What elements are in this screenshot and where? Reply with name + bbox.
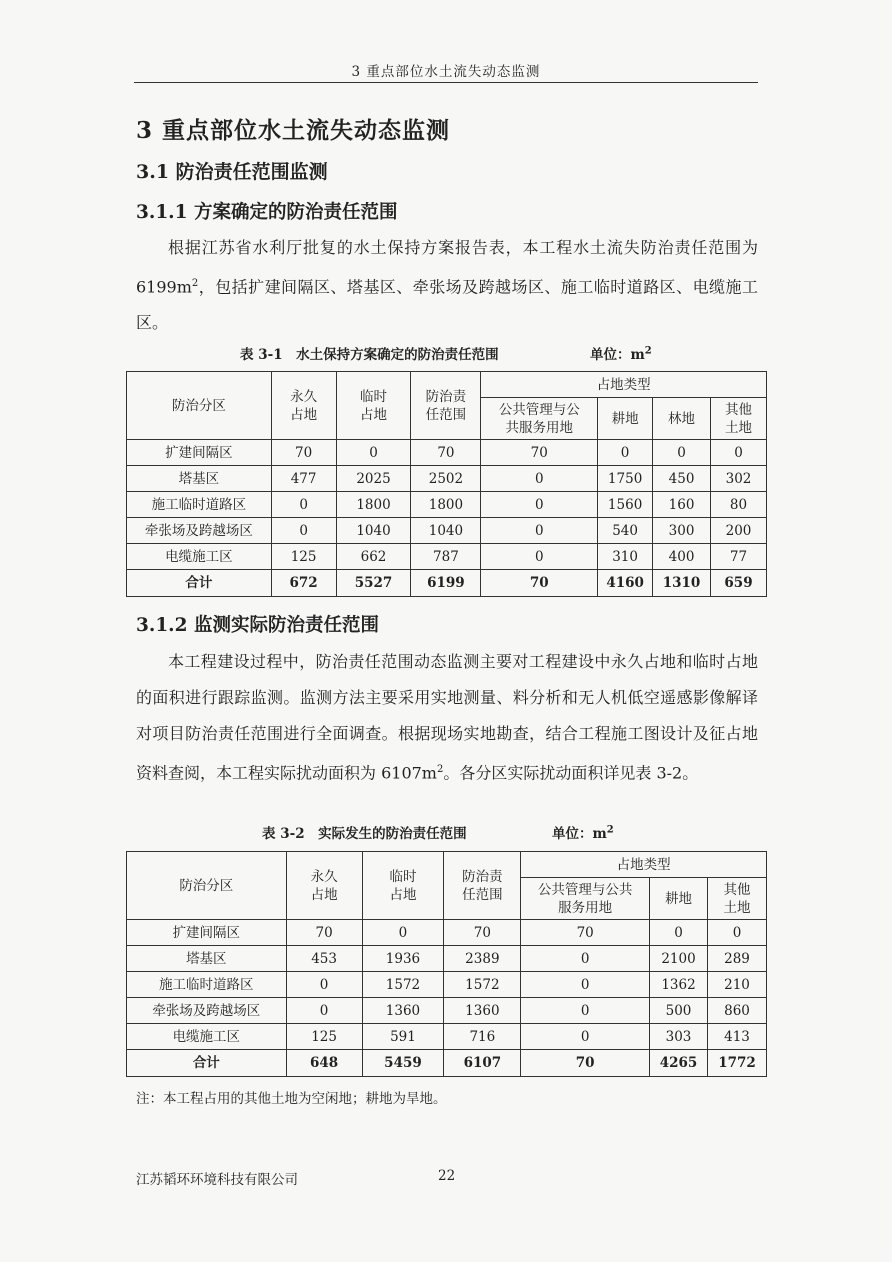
cell: 6107 <box>444 1050 521 1077</box>
cell: 1572 <box>444 972 521 998</box>
cell: 1936 <box>362 946 444 972</box>
cell: 1772 <box>708 1050 767 1077</box>
table-unit <box>552 822 614 842</box>
cell: 302 <box>711 466 767 492</box>
header-land-type: 占地类型 <box>521 852 767 878</box>
cell: 160 <box>653 492 711 518</box>
cell: 0 <box>521 1024 650 1050</box>
cell: 1362 <box>650 972 708 998</box>
cell: 70 <box>444 920 521 946</box>
cell: 540 <box>598 518 653 544</box>
cell: 5459 <box>362 1050 444 1077</box>
header-rule <box>134 82 758 83</box>
cell: 1040 <box>336 518 411 544</box>
table-3-1 <box>126 371 767 597</box>
header-other: 其他 土地 <box>711 398 767 440</box>
superscript: 2 <box>191 278 199 289</box>
cell: 716 <box>444 1024 521 1050</box>
table-row <box>127 492 767 518</box>
cell: 0 <box>598 440 653 466</box>
cell: 施工临时道路区 <box>127 492 272 518</box>
cell: 1572 <box>362 972 444 998</box>
table-total-row <box>127 1050 767 1077</box>
header-land-type: 占地类型 <box>481 372 767 398</box>
table-row <box>127 1024 767 1050</box>
header-permanent: 永久 占地 <box>271 372 336 440</box>
cell: 0 <box>481 466 598 492</box>
cell: 0 <box>271 492 336 518</box>
cell: 125 <box>286 1024 362 1050</box>
cell: 0 <box>650 920 708 946</box>
cell: 0 <box>521 998 650 1024</box>
header-scope: 防治责 任范围 <box>411 372 481 440</box>
header-zone: 防治分区 <box>127 852 287 920</box>
section-heading-3-1: 3.1 防治责任范围监测 <box>136 161 328 183</box>
cell: 0 <box>271 518 336 544</box>
cell: 5527 <box>336 570 411 597</box>
header-zone: 防治分区 <box>127 372 272 440</box>
cell: 289 <box>708 946 767 972</box>
cell: 1560 <box>598 492 653 518</box>
cell: 牵张场及跨越场区 <box>127 998 287 1024</box>
cell: 659 <box>711 570 767 597</box>
cell: 扩建间隔区 <box>127 440 272 466</box>
header-other: 其他 土地 <box>708 878 767 920</box>
cell: 2389 <box>444 946 521 972</box>
cell: 303 <box>650 1024 708 1050</box>
cell: 0 <box>481 518 598 544</box>
cell: 400 <box>653 544 711 570</box>
cell: 0 <box>481 492 598 518</box>
cell: 合计 <box>127 570 272 597</box>
table-row <box>127 998 767 1024</box>
header-forest: 林地 <box>653 398 711 440</box>
cell: 4160 <box>598 570 653 597</box>
cell: 0 <box>653 440 711 466</box>
cell: 1800 <box>336 492 411 518</box>
header-farmland: 耕地 <box>598 398 653 440</box>
cell: 2502 <box>411 466 481 492</box>
cell: 70 <box>286 920 362 946</box>
cell: 648 <box>286 1050 362 1077</box>
cell: 0 <box>708 920 767 946</box>
cell: 0 <box>521 946 650 972</box>
cell: 200 <box>711 518 767 544</box>
cell: 1040 <box>411 518 481 544</box>
chapter-title: 3 重点部位水土流失动态监测 <box>136 117 451 144</box>
cell: 0 <box>711 440 767 466</box>
table-row <box>127 946 767 972</box>
table-3-2 <box>126 851 767 1077</box>
cell: 77 <box>711 544 767 570</box>
table-row <box>127 920 767 946</box>
superscript: 2 <box>436 764 444 775</box>
cell: 310 <box>598 544 653 570</box>
table-total-row <box>127 570 767 597</box>
cell: 0 <box>481 544 598 570</box>
running-header: 3 重点部位水土流失动态监测 <box>351 64 541 80</box>
cell: 80 <box>711 492 767 518</box>
superscript: 2 <box>644 345 652 357</box>
table-caption: 表 3-2 实际发生的防治责任范围 <box>262 826 467 842</box>
cell: 扩建间隔区 <box>127 920 287 946</box>
cell: 塔基区 <box>127 946 287 972</box>
table-note: 注：本工程占用的其他土地为空闲地；耕地为旱地。 <box>136 1091 447 1107</box>
section-heading-3-1-1: 3.1.1 方案确定的防治责任范围 <box>136 202 398 223</box>
cell: 70 <box>521 920 650 946</box>
cell: 电缆施工区 <box>127 544 272 570</box>
unit-text: 单位：m <box>590 347 645 363</box>
cell: 1800 <box>411 492 481 518</box>
header-public: 公共管理与公 共服务用地 <box>481 398 598 440</box>
cell: 591 <box>362 1024 444 1050</box>
header-permanent: 永久 占地 <box>286 852 362 920</box>
cell: 1360 <box>444 998 521 1024</box>
cell: 477 <box>271 466 336 492</box>
cell: 662 <box>336 544 411 570</box>
cell: 70 <box>481 570 598 597</box>
cell: 450 <box>653 466 711 492</box>
cell: 0 <box>362 920 444 946</box>
paragraph-actual-scope <box>136 644 758 791</box>
cell: 0 <box>286 972 362 998</box>
cell: 1310 <box>653 570 711 597</box>
section-heading-3-1-2: 3.1.2 监测实际防治责任范围 <box>136 615 379 636</box>
table-row <box>127 466 767 492</box>
cell: 牵张场及跨越场区 <box>127 518 272 544</box>
cell: 施工临时道路区 <box>127 972 287 998</box>
paragraph-text: 本工程建设过程中，防治责任范围动态监测主要对工程建设中永久占地和临时占地的面积进行跟踪监测。监测方法主要采用实地测量、料分析和无人机低空遥感影像解译对项目防治责任范围进行全面调查。根据现场实地勘查，结合工程施工图设计及征占地资料查阅，本工程实际扰动面积为 6107m <box>136 652 758 783</box>
cell: 0 <box>286 998 362 1024</box>
cell: 672 <box>271 570 336 597</box>
cell: 1750 <box>598 466 653 492</box>
cell: 70 <box>411 440 481 466</box>
cell: 2025 <box>336 466 411 492</box>
cell: 4265 <box>650 1050 708 1077</box>
cell: 电缆施工区 <box>127 1024 287 1050</box>
header-farmland: 耕地 <box>650 878 708 920</box>
cell: 210 <box>708 972 767 998</box>
header-temporary: 临时 占地 <box>336 372 411 440</box>
cell: 70 <box>481 440 598 466</box>
paragraph-text: ，包括扩建间隔区、塔基区、牵张场及跨越场区、施工临时道路区、电缆施工区。 <box>136 277 758 333</box>
cell: 塔基区 <box>127 466 272 492</box>
superscript: 2 <box>606 824 614 836</box>
table-row <box>127 544 767 570</box>
cell: 500 <box>650 998 708 1024</box>
cell: 860 <box>708 998 767 1024</box>
paragraph-scope-plan <box>136 230 758 341</box>
table-row <box>127 518 767 544</box>
table-caption: 表 3-1 水土保持方案确定的防治责任范围 <box>240 347 499 363</box>
table-row <box>127 440 767 466</box>
table-row <box>127 972 767 998</box>
cell: 1360 <box>362 998 444 1024</box>
page-number: 22 <box>438 1168 456 1184</box>
cell: 125 <box>271 544 336 570</box>
cell: 787 <box>411 544 481 570</box>
cell: 70 <box>521 1050 650 1077</box>
cell: 6199 <box>411 570 481 597</box>
table-unit <box>590 343 652 363</box>
footer-company: 江苏韬环环境科技有限公司 <box>136 1172 298 1188</box>
paragraph-text: 根据江苏省水利厅批复的水土保持方案报告表，本工程水土流失防治责任范围为 6199m <box>136 238 758 297</box>
cell: 0 <box>336 440 411 466</box>
cell: 0 <box>521 972 650 998</box>
cell: 300 <box>653 518 711 544</box>
cell: 413 <box>708 1024 767 1050</box>
cell: 合计 <box>127 1050 287 1077</box>
cell: 2100 <box>650 946 708 972</box>
paragraph-text: 。各分区实际扰动面积详见表 3-2。 <box>443 763 699 783</box>
unit-text: 单位：m <box>552 826 607 842</box>
cell: 70 <box>271 440 336 466</box>
header-temporary: 临时 占地 <box>362 852 444 920</box>
header-public: 公共管理与公共 服务用地 <box>521 878 650 920</box>
cell: 453 <box>286 946 362 972</box>
header-scope: 防治责 任范围 <box>444 852 521 920</box>
